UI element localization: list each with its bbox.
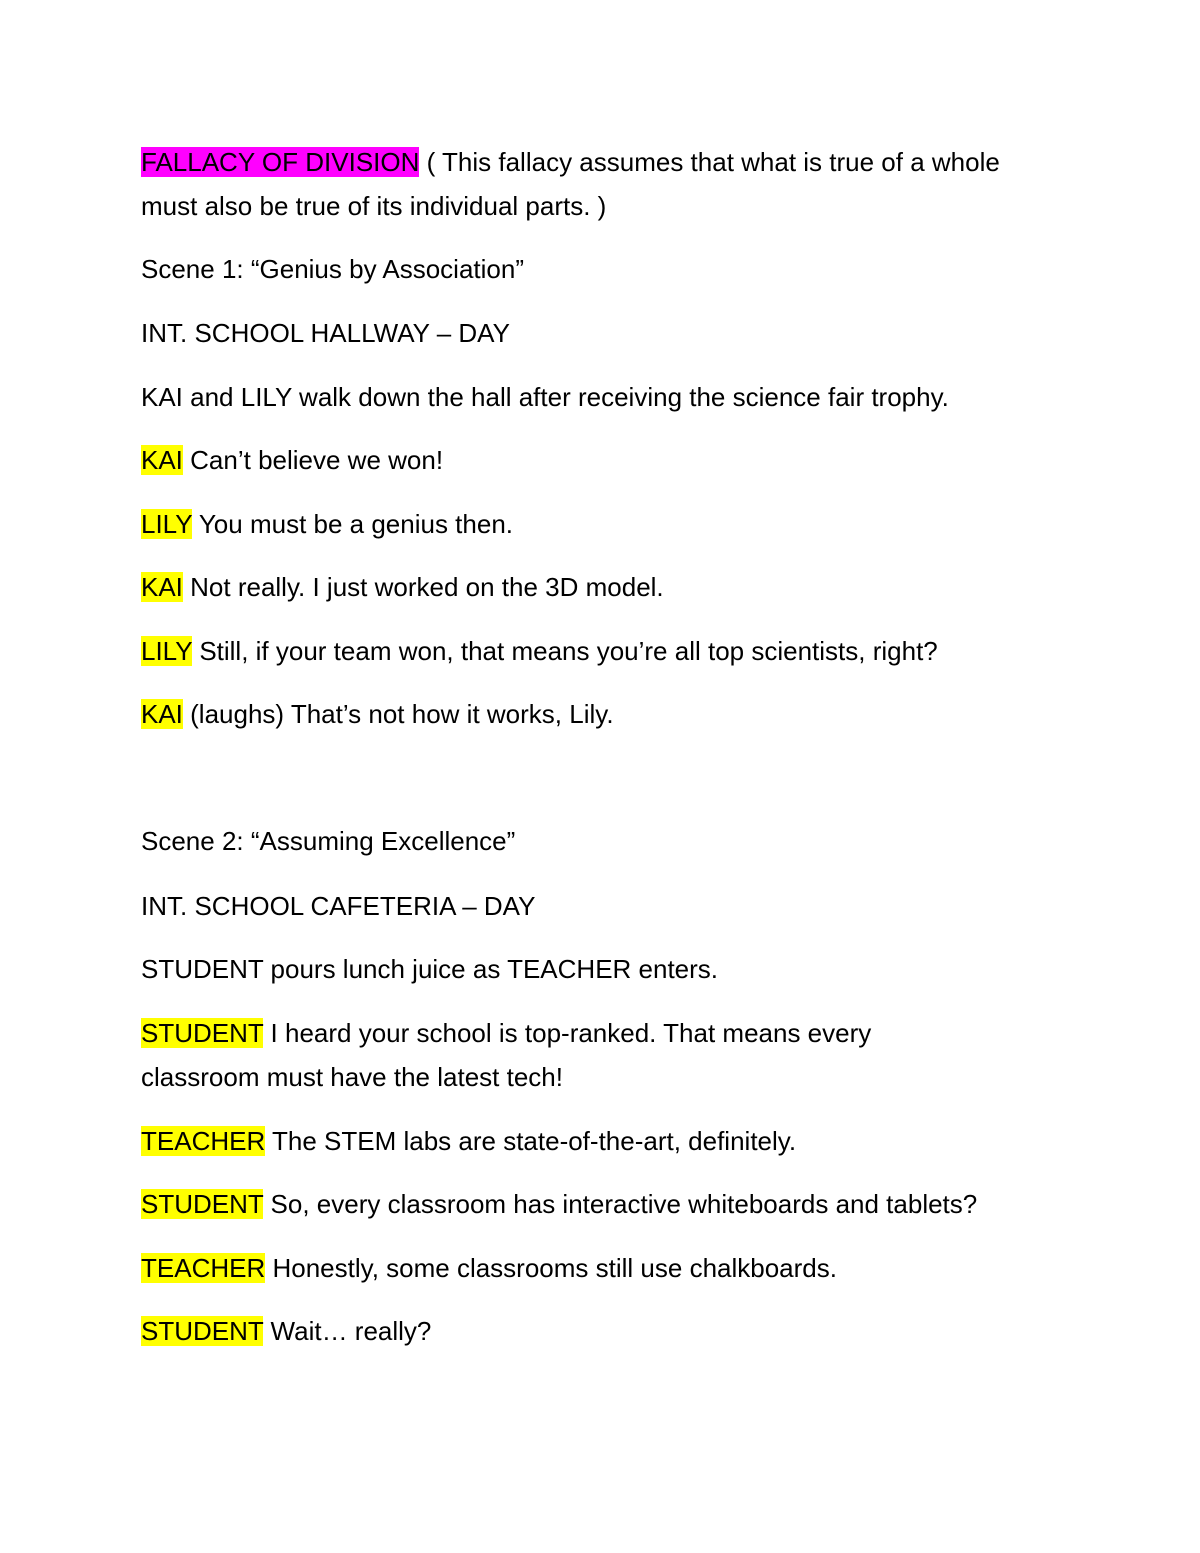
fallacy-heading	[141, 140, 1061, 228]
scene-1-setting: INT. SCHOOL HALLWAY – DAY	[141, 318, 510, 348]
dialogue-line	[141, 1011, 941, 1099]
speaker-name: STUDENT	[141, 1189, 264, 1219]
scene-2-setting: INT. SCHOOL CAFETERIA – DAY	[141, 891, 536, 921]
dialogue-line	[141, 565, 1071, 609]
dialogue-text: Still, if your team won, that means you’re all top scientists, right?	[192, 636, 938, 666]
dialogue-line	[141, 1119, 1071, 1163]
speaker-name: TEACHER	[141, 1126, 266, 1156]
dialogue-line	[141, 1246, 1071, 1290]
speaker-name: LILY	[141, 636, 193, 666]
scene-2-title: Scene 2: “Assuming Excellence”	[141, 826, 516, 856]
scene-2-action: STUDENT pours lunch juice as TEACHER enters.	[141, 954, 719, 984]
speaker-name: KAI	[141, 699, 183, 729]
dialogue-text: So, every classroom has interactive whiteboards and tablets?	[263, 1189, 978, 1219]
speaker-name: STUDENT	[141, 1018, 264, 1048]
dialogue-text: Honestly, some classrooms still use chalkboards.	[265, 1253, 837, 1283]
dialogue-text: Not really. I just worked on the 3D model.	[182, 572, 664, 602]
dialogue-line	[141, 1182, 1071, 1226]
speaker-name: KAI	[141, 445, 183, 475]
dialogue-text: Wait… really?	[263, 1316, 432, 1346]
dialogue-text: I heard your school is top-ranked. That means every classroom must have the latest tech!	[141, 1018, 872, 1092]
dialogue-text: Can’t believe we won!	[182, 445, 444, 475]
fallacy-definition: ( This fallacy assumes that what is true of a whole must also be true of its individual parts. )	[141, 147, 1000, 221]
dialogue-text: (laughs) That’s not how it works, Lily.	[182, 699, 614, 729]
scene-1-action: KAI and LILY walk down the hall after receiving the science fair trophy.	[141, 382, 949, 412]
dialogue-line	[141, 692, 1071, 736]
dialogue-line	[141, 1309, 1071, 1353]
speaker-name: STUDENT	[141, 1316, 264, 1346]
dialogue-line	[141, 438, 1071, 482]
speaker-name: LILY	[141, 509, 193, 539]
scene-1-title: Scene 1: “Genius by Association”	[141, 254, 524, 284]
fallacy-label: FALLACY OF DIVISION	[141, 147, 420, 177]
speaker-name: KAI	[141, 572, 183, 602]
dialogue-text: The STEM labs are state-of-the-art, definitely.	[265, 1126, 797, 1156]
speaker-name: TEACHER	[141, 1253, 266, 1283]
dialogue-text: You must be a genius then.	[192, 509, 514, 539]
dialogue-line	[141, 502, 1071, 546]
dialogue-line	[141, 629, 1071, 673]
